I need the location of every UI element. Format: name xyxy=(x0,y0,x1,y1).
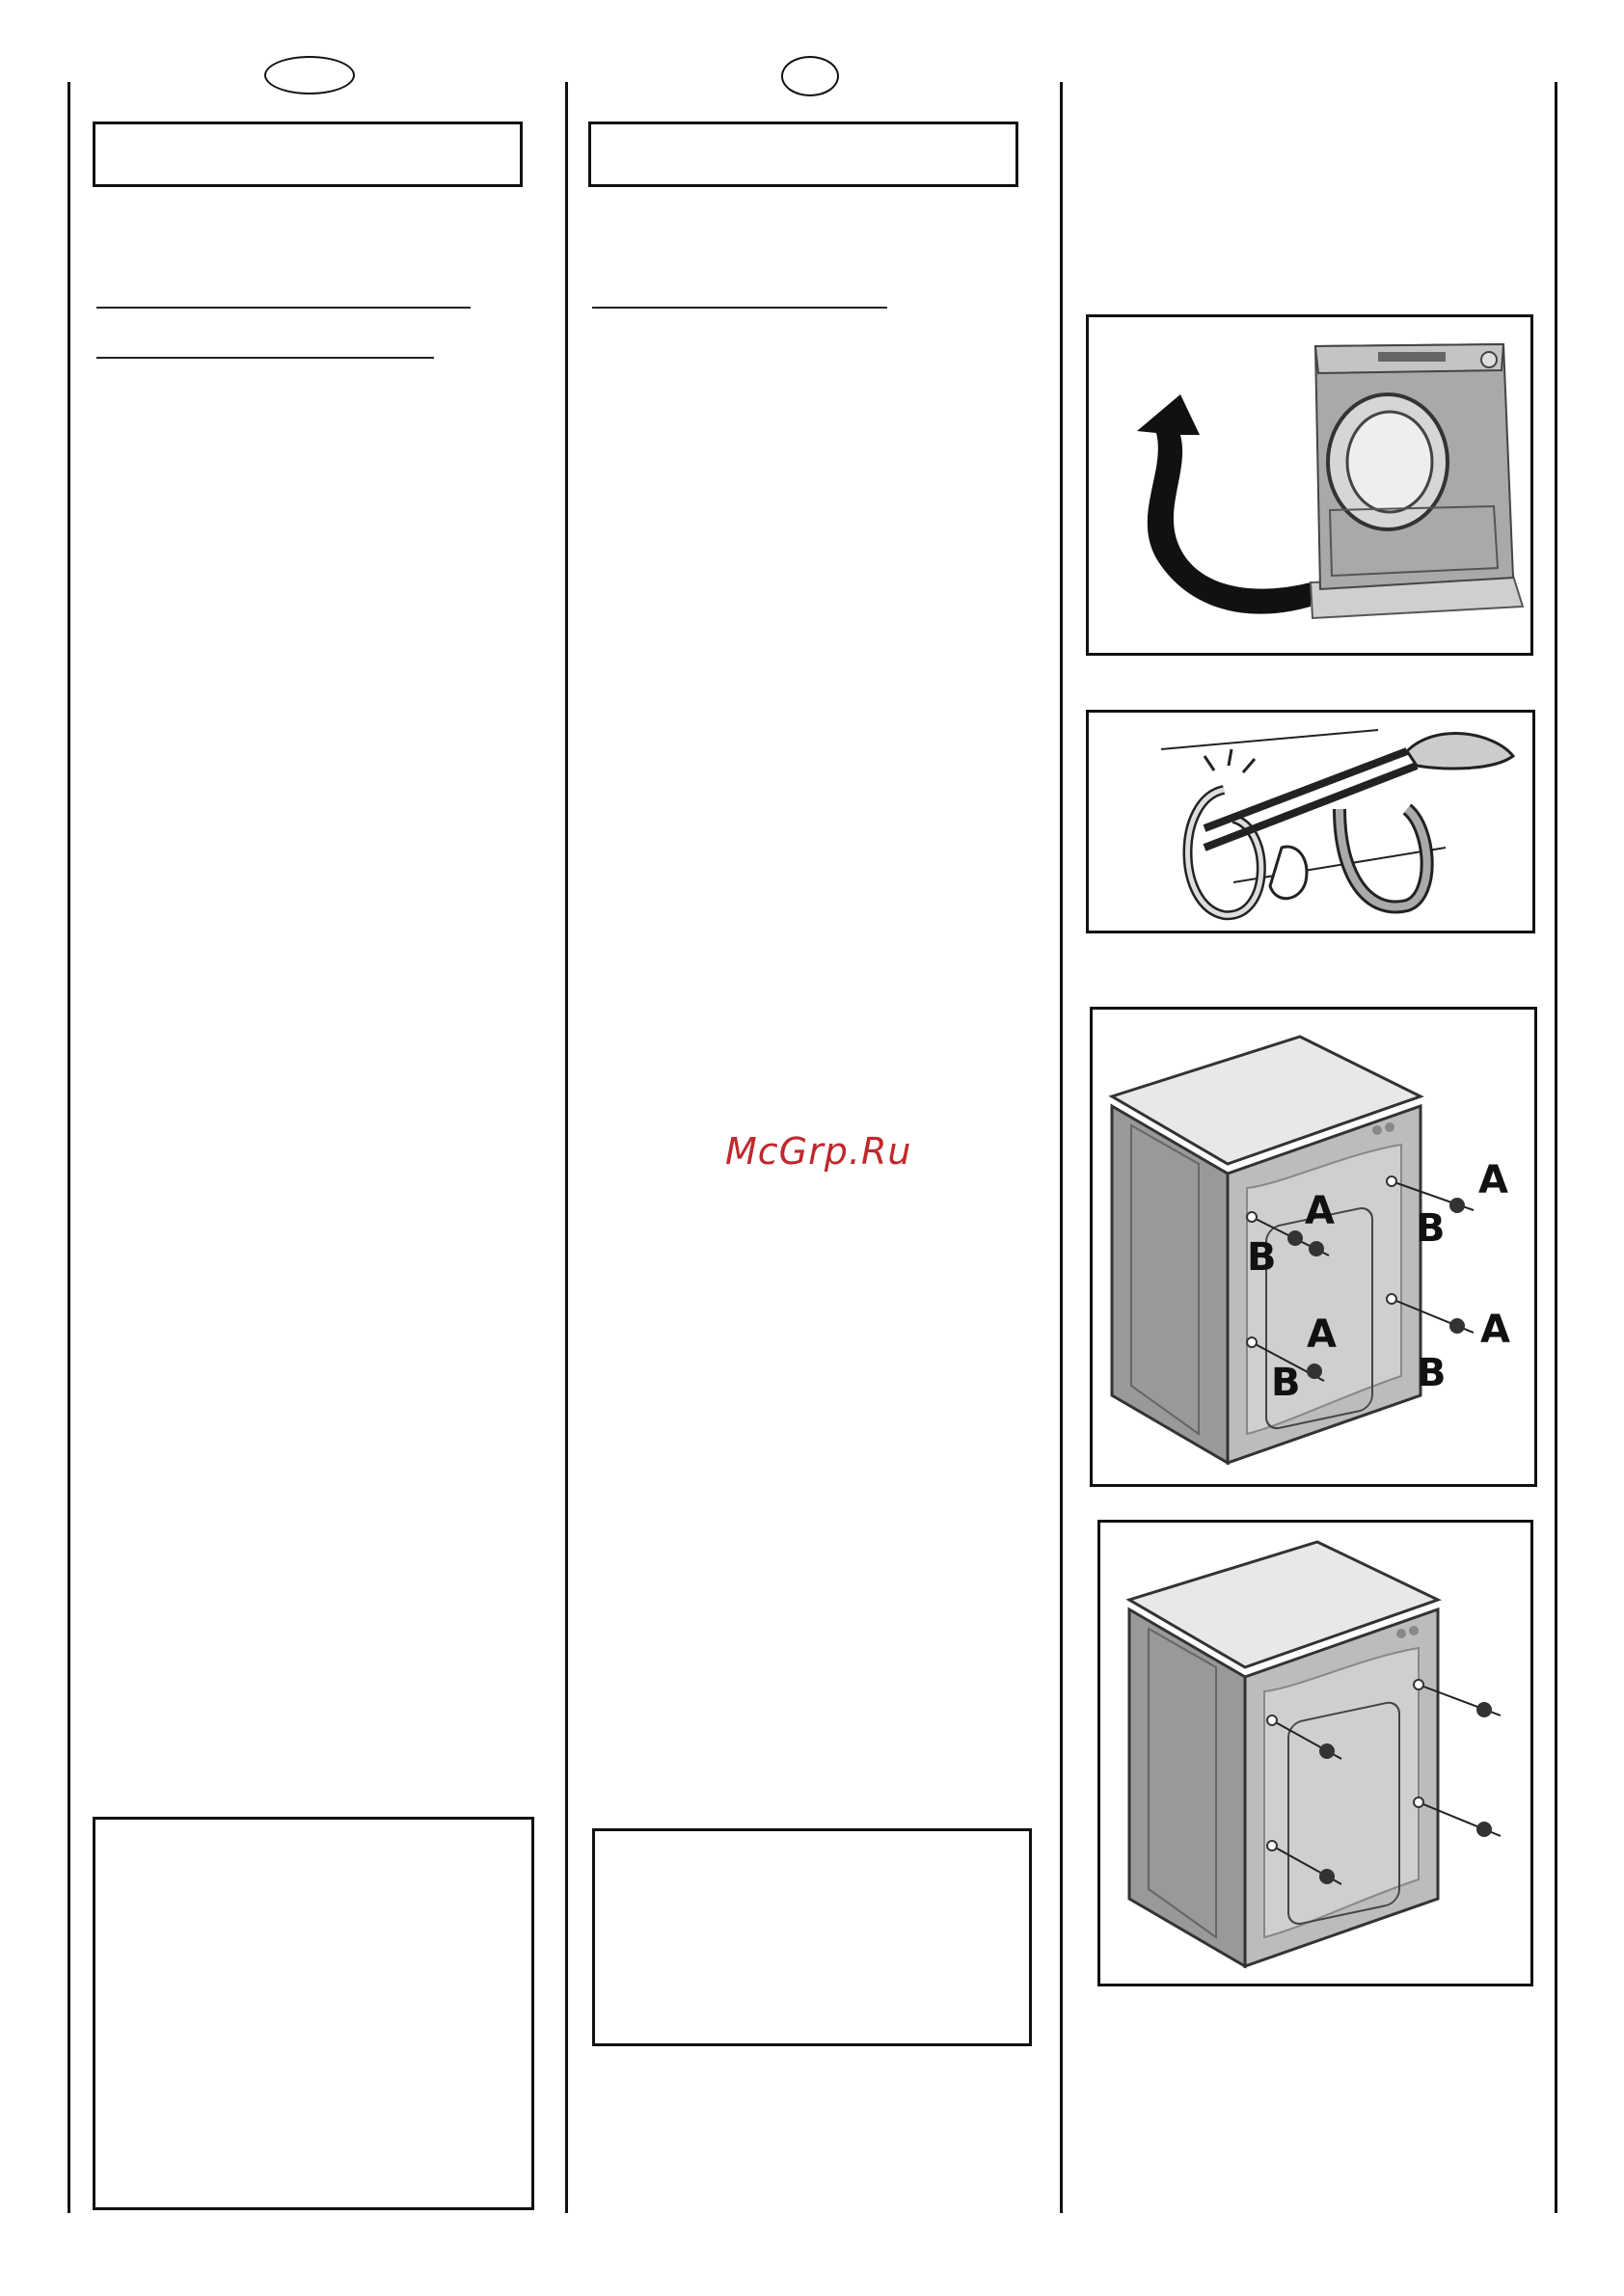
bolt-label-b-3: B xyxy=(1271,1361,1301,1405)
column-divider-center-left xyxy=(565,82,568,2213)
bolt-label-b-2: B xyxy=(1416,1206,1446,1251)
heading-underline-left-2 xyxy=(96,357,434,359)
language-badge-right xyxy=(781,56,839,96)
machine-back-bolts-illustration xyxy=(1093,1010,1534,1484)
bolt-label-a-2: A xyxy=(1478,1158,1508,1202)
bolt-label-a-3: A xyxy=(1307,1312,1337,1357)
bolt-label-b-1: B xyxy=(1247,1235,1277,1280)
note-box-right xyxy=(592,1828,1032,2046)
pliers-cutting-illustration xyxy=(1089,713,1532,931)
figure-cut-cable-tie xyxy=(1086,710,1535,933)
figure-transit-bolts-unlabeled xyxy=(1097,1520,1533,1986)
note-box-left xyxy=(93,1817,534,2210)
heading-underline-left-1 xyxy=(96,307,471,309)
language-badge-left xyxy=(264,56,355,95)
section-title-box-left xyxy=(93,122,523,187)
bolt-label-a-1: A xyxy=(1305,1189,1335,1233)
washing-machine-illustration xyxy=(1089,317,1530,653)
section-title-box-right xyxy=(588,122,1018,187)
column-divider-left xyxy=(68,82,70,2213)
figure-transit-bolts-labeled xyxy=(1090,1007,1537,1487)
bolt-label-a-4: A xyxy=(1480,1308,1510,1352)
column-divider-center-right xyxy=(1060,82,1063,2213)
column-divider-right xyxy=(1555,82,1557,2213)
watermark-text: McGrp.Ru xyxy=(725,1130,912,1173)
heading-underline-right-1 xyxy=(592,307,887,309)
figure-remove-base xyxy=(1086,314,1533,656)
machine-back-illustration xyxy=(1100,1523,1530,1984)
bolt-label-b-4: B xyxy=(1417,1351,1447,1395)
